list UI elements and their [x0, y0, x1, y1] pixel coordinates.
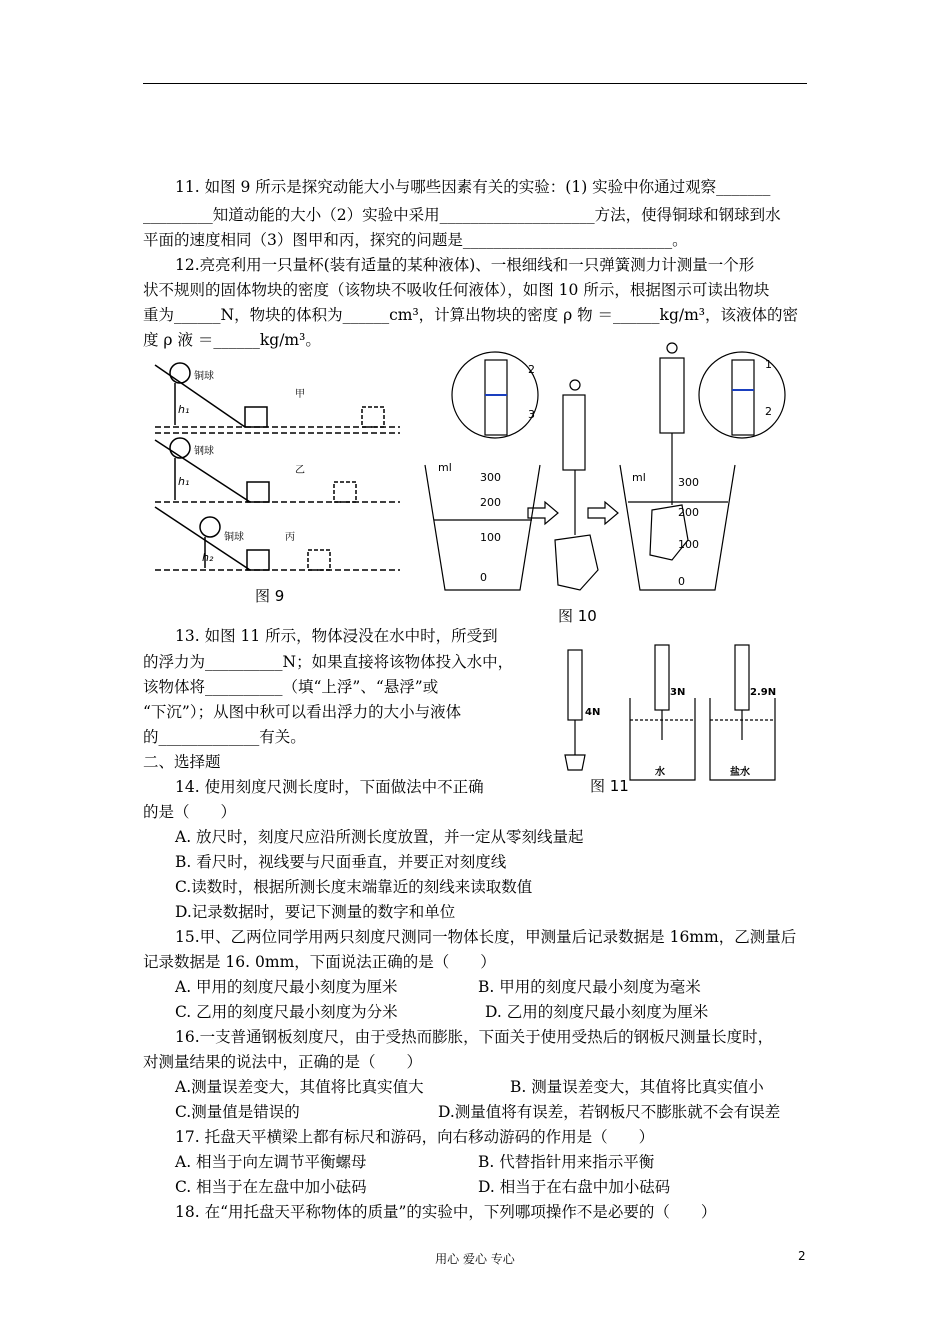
- q15-line2: 记录数据是 16. 0mm，下面说法正确的是（ ）: [143, 953, 496, 971]
- fig9-ball-1: 铜球: [194, 371, 214, 382]
- fig10-tick-left-100: 100: [480, 531, 501, 544]
- q17-option-c: C. 相当于在左盘中加小砝码: [175, 1178, 367, 1196]
- fig9-label-1: 甲: [295, 389, 305, 400]
- fig9-h-1: h₁: [178, 403, 190, 416]
- q14-line2: 的是（ ）: [143, 803, 237, 821]
- fig10-unit-left: ml: [438, 461, 452, 474]
- q14-line1: 14. 使用刻度尺测长度时，下面做法中不正确: [175, 778, 484, 796]
- fig9-h-3: h₂: [202, 551, 214, 564]
- q14-option-a: A. 放尺时，刻度尺应沿所测长度放置，并一定从零刻线量起: [175, 828, 584, 846]
- q11-line3: 平面的速度相同（3）图甲和丙，探究的问题是___________________________。: [143, 231, 688, 249]
- section-2-heading: 二、选择题: [143, 753, 221, 771]
- q18-line1: 18. 在“用托盘天平称物体的质量”的实验中，下列哪项操作不是必要的（ ）: [175, 1203, 717, 1221]
- q12-line1: 12.亮亮利用一只量杯(装有适量的某种液体)、一根细线和一只弹簧测力计测量一个形: [175, 256, 755, 274]
- q14-option-b: B. 看尺时，视线要与尺面垂直，并要正对刻度线: [175, 853, 507, 871]
- figure-9: [150, 355, 410, 605]
- q12-line3: 重为______N，物块的体积为______cm³，计算出物块的密度 ρ 物 ＝______kg/m³，该液体的密: [143, 306, 798, 324]
- fig10-unit-right: ml: [632, 471, 646, 484]
- q16-line1: 16.一支普通钢板刻度尺，由于受热而膨胀，下面关于使用受热后的钢板尺测量长度时，: [175, 1028, 774, 1046]
- page-footer: 用心 爱心 专心: [435, 1252, 515, 1266]
- header-rule: [143, 83, 807, 84]
- fig11-liquid-water: 水: [655, 767, 665, 778]
- fig10-tick-right-0: 0: [678, 575, 685, 588]
- q12-line2: 状不规则的固体物块的密度（该物块不吸收任何液体），如图 10 所示，根据图示可读出物块: [143, 281, 770, 299]
- q16-option-d: D.测量值将有误差，若钢板尺不膨胀就不会有误差: [438, 1103, 781, 1121]
- q16-option-a: A.测量误差变大，其值将比真实值大: [175, 1078, 424, 1096]
- fig9-h-2: h₁: [178, 475, 190, 488]
- fig9-ball-3: 铜球: [224, 532, 244, 543]
- q13-line5: 的_____________有关。: [143, 728, 306, 746]
- figure-11: [540, 630, 800, 785]
- page-number: 2: [798, 1249, 806, 1263]
- fig9-label-3: 丙: [285, 532, 295, 543]
- q15-option-c: C. 乙用的刻度尺最小刻度为分米: [175, 1003, 398, 1021]
- fig11-liquid-salt: 盐水: [730, 767, 750, 778]
- q14-option-c: C.读数时，根据所测长度末端靠近的刻线来读取数值: [175, 878, 533, 896]
- q13-line1: 13. 如图 11 所示，物体浸没在水中时，所受到: [175, 627, 498, 645]
- q16-line2: 对测量结果的说法中，正确的是（ ）: [143, 1053, 423, 1071]
- fig10-zoom-left-top: 2: [528, 363, 535, 376]
- q14-option-d: D.记录数据时，要记下测量的数字和单位: [175, 903, 456, 921]
- fig10-zoom-right-top: 1: [765, 358, 772, 371]
- q15-option-b: B. 甲用的刻度尺最小刻度为毫米: [478, 978, 701, 996]
- figure-10: [420, 340, 790, 600]
- q11-line1: 11. 如图 9 所示是探究动能大小与哪些因素有关的实验：(1) 实验中你通过观察_______: [175, 178, 771, 196]
- q17-option-b: B. 代替指针用来指示平衡: [478, 1153, 655, 1171]
- fig10-tick-right-100: 100: [678, 538, 699, 551]
- q15-option-a: A. 甲用的刻度尺最小刻度为厘米: [175, 978, 398, 996]
- fig10-tick-right-300: 300: [678, 476, 699, 489]
- fig10-tick-left-0: 0: [480, 571, 487, 584]
- figure-10-caption: 图 10: [558, 607, 597, 625]
- q17-option-d: D. 相当于在右盘中加小砝码: [478, 1178, 671, 1196]
- fig10-tick-right-200: 200: [678, 506, 699, 519]
- q11-line2: _________知道动能的大小（2）实验中采用____________________方法，使得铜球和钢球到水: [143, 206, 781, 224]
- q13-line4: “下沉”）；从图中秋可以看出浮力的大小与液体: [143, 703, 462, 721]
- q16-option-b: B. 测量误差变大，其值将比真实值小: [510, 1078, 764, 1096]
- figure-11-caption: 图 11: [590, 777, 629, 795]
- q17-line1: 17. 托盘天平横梁上都有标尺和游码，向右移动游码的作用是（ ）: [175, 1128, 655, 1146]
- fig11-reading-2: 3N: [670, 687, 686, 698]
- q13-line3: 该物体将__________（填“上浮”、“悬浮”或: [143, 678, 439, 696]
- fig10-tick-left-200: 200: [480, 496, 501, 509]
- q17-option-a: A. 相当于向左调节平衡螺母: [175, 1153, 367, 1171]
- fig9-label-2: 乙: [295, 465, 305, 476]
- q12-line4: 度 ρ 液 ＝______kg/m³。: [143, 331, 321, 349]
- fig11-reading-1: 4N: [585, 707, 601, 718]
- fig10-tick-left-300: 300: [480, 471, 501, 484]
- q13-line2: 的浮力为__________N；如果直接将该物体投入水中，: [143, 653, 514, 671]
- q15-option-d: D. 乙用的刻度尺最小刻度为厘米: [485, 1003, 709, 1021]
- q16-option-c: C.测量值是错误的: [175, 1103, 300, 1121]
- q15-line1: 15.甲、乙两位同学用两只刻度尺测同一物体长度，甲测量后记录数据是 16mm，乙测量后: [175, 928, 797, 946]
- fig9-ball-2: 钢球: [194, 446, 214, 457]
- figure-9-caption: 图 9: [255, 587, 285, 605]
- fig10-zoom-left-bottom: 3: [528, 408, 535, 421]
- fig11-reading-3: 2.9N: [750, 687, 777, 698]
- fig10-zoom-right-bottom: 2: [765, 405, 772, 418]
